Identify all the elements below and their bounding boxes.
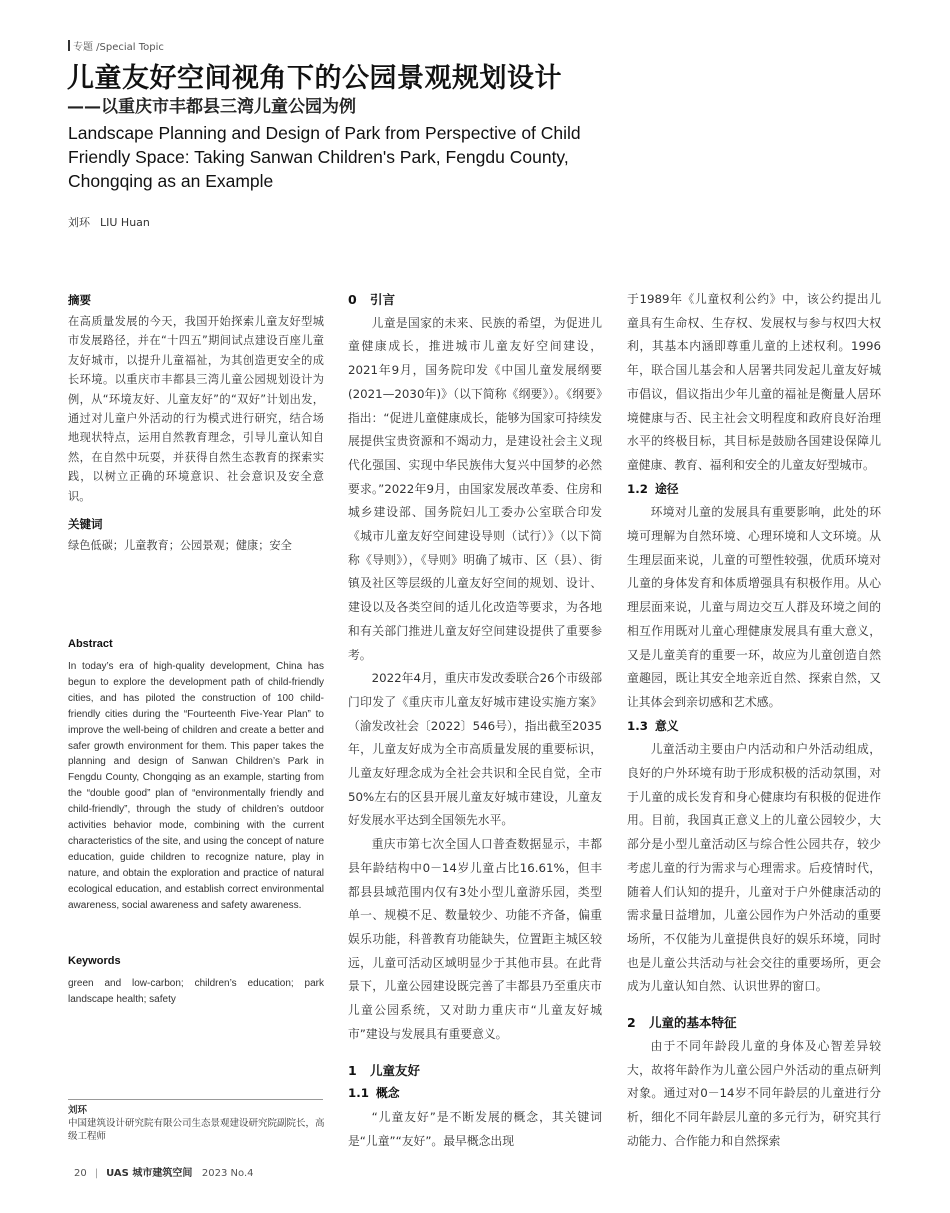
section-1-heading: 1 儿童友好 bbox=[348, 1062, 421, 1078]
paragraph: “儿童友好”是不断发展的概念，其关键词是“儿童”“友好”。最早概念出现 bbox=[348, 1109, 602, 1148]
section-0-heading: 0 引言 bbox=[348, 292, 396, 307]
column-middle bbox=[348, 288, 602, 1153]
issue-label: 2023 No.4 bbox=[201, 1168, 254, 1179]
abstract-cn-text: 在高质量发展的今天，我国开始探索儿童友好型城市发展路径，并在“十四五”期间试点建设百座儿童友好城市，以提升儿童福祉，为其创造更安全的成长环境。以重庆市丰都县三湾儿童公园规划设计为例，从“环境友好、儿童友好”的“双好”计划出发，通过对儿童户外活动的行为模式进行研究，结合场地现状特点，运用自然教育理念，引导儿童认知自然，在自然中玩耍，并获得自然生态教育的探索实践，以树立正确的环境意识、社会意识及安全意识。 bbox=[68, 315, 324, 503]
abstract-cn-heading: 摘要 bbox=[68, 293, 91, 307]
page-subtitle: ——以重庆市丰都县三湾儿童公园为例 bbox=[67, 97, 356, 117]
author-note-name: 刘环 bbox=[68, 1105, 88, 1116]
journal-logo: UAS 城市建筑空间 bbox=[106, 1168, 193, 1179]
keywords-cn-heading: 关键词 bbox=[68, 517, 103, 531]
column-right bbox=[627, 288, 881, 1153]
note-divider bbox=[68, 1099, 323, 1100]
paragraph: 儿童是国家的未来、民族的希望，为促进儿童健康成长，推进城市儿童友好空间建设，2021年9月，国务院印发《中国儿童发展纲要(2021—2030年)》（以下简称《纲要》）。《纲要》指出：“促进儿童健康成长，能够为国家可持续发展提供宝贵资源和不竭动力，是建设社会主义现代化强国、实现中华民族伟大复兴中国梦的必然要求。”2022年9月，由国家发展改革委、住房和城乡建设部、国务院妇儿工委办公室联合印发《城市儿童友好空间建设导则（试行）》（以下简称《导则》），《导则》明确了城市、区（县）、街镇及社区等层级的儿童友好空间的规划、设计、建设以及各类空间的适儿化改造等要求，为各地和有关部门推进儿童友好空间建设提供了重要参考。 bbox=[348, 315, 602, 662]
page-title: 儿童友好空间视角下的公园景观规划设计 bbox=[67, 63, 562, 94]
keywords-en-heading: Keywords bbox=[68, 955, 121, 967]
paragraph: 环境对儿童的发展具有重要影响，此处的环境可理解为自然环境、心理环境和人文环境。从生理层面来说，儿童的可塑性较强，优质环境对儿童的身体发育和体质增强具有积极作用。从心理层面来说，儿童与周边交互人群及环境之间的相互作用既对儿童心理健康发展具有重大意义，又是儿童美育的重要一环，故应为儿童创造自然童趣园，既让其安全地亲近自然、探索自然，又让其体会到亲切感和艺术感。 bbox=[627, 505, 881, 709]
abstract-en-heading: Abstract bbox=[68, 638, 113, 650]
special-topic-label: 专题 /Special Topic bbox=[68, 38, 164, 53]
english-title: Landscape Planning and Design of Park from Perspective of Child Friendly Space: Taking Sanwan Children's Park, Fengdu County, Chongqing as an Example bbox=[68, 123, 581, 191]
paragraph: 2022年4月，重庆市发改委联合26个市级部门印发了《重庆市儿童友好城市建设实施方案》（渝发改社会〔2022〕546号），指出截至2035年，儿童友好成为全市高质量发展的重要标识，儿童友好理念成为全社会共识和全民自觉，全市50%左右的区县开展儿童友好城市建设，儿童友好发展水平达到全国领先水平。 bbox=[348, 671, 602, 828]
paragraph: 于1989年《儿童权利公约》中，该公约提出儿童具有生命权、生存权、发展权与参与权四大权利，其基本内涵即尊重儿童的上述权利。1996年，联合国儿基会和人居署共同发起儿童友好城市倡议，倡议指出少年儿童的福祉是衡量人居环境健康与否、民主社会文明程度和政府良好治理水平的终极目标，其目标是鼓励各国建设保障儿童健康、教育、福利和安全的儿童友好型城市。 bbox=[627, 292, 881, 472]
paragraph: 儿童活动主要由户内活动和户外活动组成，良好的户外环境有助于形成积极的活动氛围，对于儿童的成长发育和身心健康均有积极的促进作用。目前，我国真正意义上的儿童公园较少，大部分是小型儿童活动区与综合性公园共存，较少考虑儿童的行为需求与心理需求。后疫情时代，随着人们认知的提升，儿童对于户外健康活动的需求量日益增加，儿童公园作为户外活动的重要场所，不仅能为儿童提供良好的娱乐环境，同时也是儿童公共活动与社会交往的重要场所，更会成为儿童认知自然、认识世界的窗口。 bbox=[627, 742, 881, 994]
section-1-2-heading: 1.2 途径 bbox=[627, 481, 679, 496]
paragraph: 重庆市第七次全国人口普查数据显示，丰都县年龄结构中0－14岁儿童占比16.61%，但丰都县县域范围内仅有3处小型儿童游乐园，类型单一、规模不足、数量较少、功能不齐备，偏重娱乐功能，科普教育功能缺失，位置距主城区较远，儿童可活动区域明显少于其他市县。在此背景下，儿童公园建设既完善了丰都县乃至重庆市儿童公园系统，又对助力重庆市“儿童友好城市”建设与发展具有重要意义。 bbox=[348, 837, 602, 1041]
paragraph: 由于不同年龄段儿童的身体及心智差异较大，故将年龄作为儿童公园户外活动的重点研判对象。通过对0－14岁不同年龄层的儿童进行分析，细化不同年龄层儿童的多元行为，研究其行动能力、合作能力和自然探索 bbox=[627, 1038, 881, 1148]
topic-bar bbox=[68, 40, 70, 51]
keywords-en-text: green and low-carbon; children’s education; park landscape health; safety bbox=[68, 978, 324, 1005]
keywords-cn-text: 绿色低碳；儿童教育；公园景观；健康；安全 bbox=[68, 539, 292, 552]
author-note-desc: 中国建筑设计研究院有限公司生态景观建设研究院副院长，高级工程师 bbox=[68, 1118, 325, 1142]
author-cn: 刘环 bbox=[68, 216, 90, 229]
page-footer: 20 | UAS 城市建筑空间 2023 No.4 bbox=[74, 1168, 254, 1179]
author-line bbox=[68, 214, 160, 230]
author-en: LIU Huan bbox=[100, 216, 150, 229]
section-1-3-heading: 1.3 意义 bbox=[627, 718, 679, 733]
abstract-en-text: In today’s era of high-quality development, China has begun to explore the development path of child-friendly cities, and has piloted the construction of 100 child-friendly cities during the “Fourteenth Five-Year Plan” to improve the well-being of children and create a better and safer growth environment for them. This paper takes the planning and design of Sanwan Children’s Park in Fengdu County, Chongqing as an example, starting from the “double good” plan of “environmentally friendly and child-friendly”, through the study of children’s outdoor activities behavior mode, combining with the current characteristics of the site, and using the concept of nature education, guide children to recognize nature, play in nature, and obtain the exploration and practice of natural ecological education, and establish correct environmental awareness, social awareness and safety awareness. bbox=[68, 661, 324, 911]
author-note bbox=[68, 1104, 328, 1143]
page-number: 20 bbox=[74, 1168, 87, 1179]
section-2-heading: 2 儿童的基本特征 bbox=[627, 1015, 737, 1031]
section-1-1-heading: 1.1 概念 bbox=[348, 1086, 400, 1101]
